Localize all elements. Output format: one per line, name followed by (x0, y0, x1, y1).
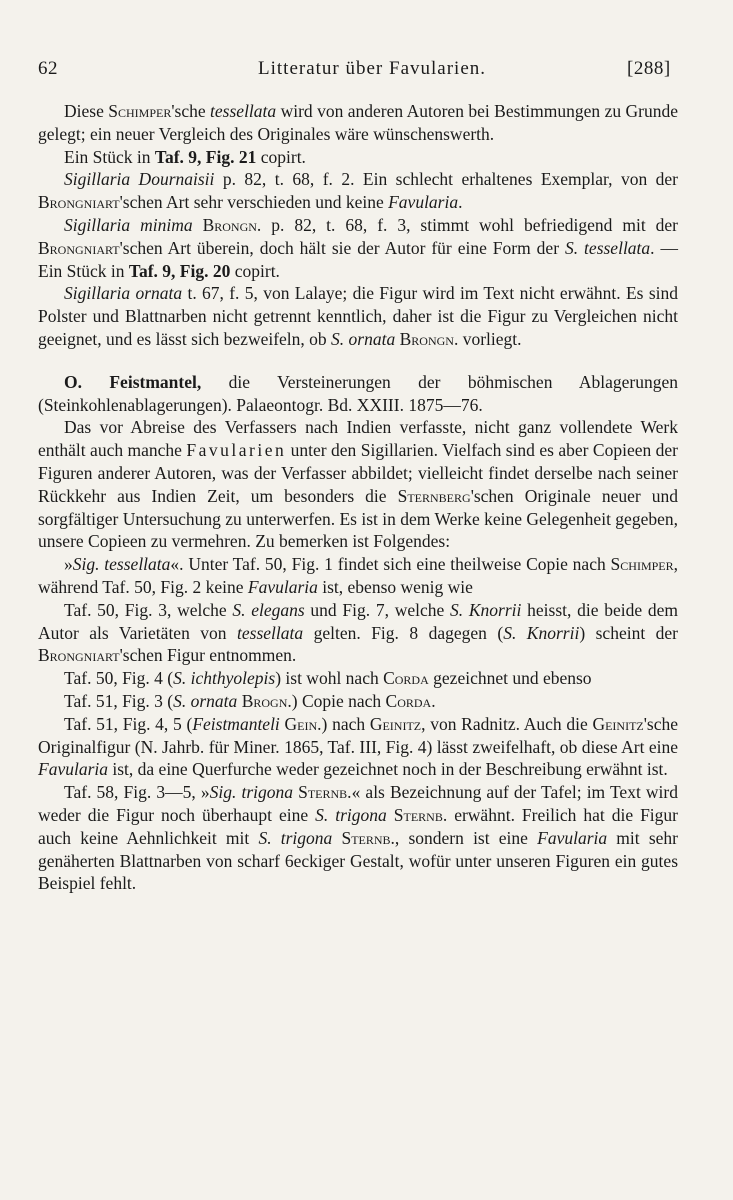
small-caps-text: Brongn. (399, 328, 459, 349)
text-run: und Fig. 7, welche (304, 599, 451, 620)
italic-text: S. trigona (315, 804, 387, 825)
paragraph (38, 690, 678, 713)
text-run: « als Bezeichnung auf der Tafel; im Text wird weder die Figur noch überhaupt eine (38, 782, 678, 825)
paragraph (38, 214, 678, 282)
italic-text: S. ichthyolepis (173, 668, 276, 689)
small-caps-text: Brongniart (38, 645, 120, 666)
small-caps-text: Gein. (284, 713, 322, 734)
text-run: ist, ebenso wenig wie (317, 576, 473, 597)
text-run: » (64, 554, 73, 575)
italic-text: Sig. tessellata (72, 554, 171, 575)
text-run: 'schen Originale neuer und sorgfältiger Untersuchung zu unterwerfen. Es ist in dem Werke keine Gelegenheit gegeben, unsere Copieen zu vermehren. Zu bemerken ist Folgendes: (38, 485, 678, 552)
text-run: Taf. 58, Fig. 3—5, » (64, 782, 210, 803)
text-run: vorliegt. (458, 328, 522, 349)
italic-text: Favularia (388, 192, 459, 213)
text-run: Taf. 51, Fig. 4, 5 ( (64, 713, 193, 734)
paragraph (38, 282, 678, 350)
small-caps-text: Corda (385, 690, 432, 711)
italic-text: Sigillaria minima (64, 214, 193, 235)
small-caps-text: Schimper (108, 101, 172, 121)
text-run: 'schen Art überein, doch hält sie der Autor für eine Form der (119, 237, 565, 258)
italic-text: Sigillaria Dournaisii (64, 169, 215, 190)
small-caps-text: Corda (383, 668, 429, 689)
italic-text: Favularia (537, 827, 608, 848)
running-title: Litteratur über Favularien. (258, 58, 487, 79)
small-caps-text: Geinitz (369, 713, 422, 734)
small-caps-text: Geinitz (592, 713, 644, 734)
small-caps-text: Brongniart (38, 192, 120, 213)
italic-text: Sig. trigona (209, 782, 293, 803)
text-run: Taf. 50, Fig. 4 ( (64, 668, 174, 689)
paragraph (38, 100, 678, 146)
bold-text: Taf. 9, Fig. 20 (128, 260, 231, 281)
text-run: . (458, 192, 463, 213)
small-caps-text: Sternberg (397, 485, 471, 506)
text-run: Das vor Abreise des Verfassers nach Indien verfasste, nicht ganz vollendete Werk enthält auch manche (38, 417, 678, 461)
italic-text: Feistmanteli (192, 713, 280, 734)
text-run: p. 82, t. 68, f. 2. Ein schlecht erhaltenes Exemplar, von der (214, 169, 678, 190)
page-body (38, 100, 678, 895)
text-run: , von Radnitz. Auch die (421, 713, 593, 734)
text-run (387, 805, 394, 825)
italic-text: S. Knorrii (503, 622, 580, 643)
text-run: t. 67, f. 5, von Lalaye; die Figur wird im Text nicht erwähnt. Es sind Polster und Blattnarben nicht getrennt kenntlich, daher ist die Figur zu Vergleichen nicht geeignet, und es lässt sich bezweifeln, ob (38, 283, 678, 349)
small-caps-text: Schimper (610, 554, 674, 575)
text-run: p. 82, t. 68, f. 3, stimmt wohl befriedigend mit der (261, 214, 679, 235)
text-run: Diese (64, 101, 109, 121)
text-run: unter den Sigillarien. Vielfach sind es aber Copieen der Figuren anderer Autoren, was der Verfasser abbildet; vielleicht findet derselbe nach seiner Rückkehr aus Indien Zeit, um besonders die (38, 440, 679, 506)
italic-text: S. trigona (258, 827, 333, 848)
text-run: copirt. (256, 146, 306, 167)
italic-text: S. ornata (173, 690, 238, 711)
paragraph (38, 553, 678, 599)
spaced-text: Favularien (186, 440, 287, 461)
text-run: 'sche Originalfigur (N. Jahrb. für Miner. 1865, Taf. III, Fig. 4) lässt zweifelhaft, ob diese Art eine (38, 713, 678, 757)
text-run: 'sche (171, 101, 211, 121)
text-run: . — Ein Stück in (38, 237, 678, 281)
small-caps-text: Sternb. (341, 827, 395, 848)
text-run: ) scheint der (579, 622, 679, 643)
text-run: 'schen Figur entnommen. (119, 645, 297, 666)
italic-text: Sigillaria ornata (64, 283, 183, 304)
text-run: die Versteinerungen der böhmischen Ablagerungen (Steinkohlenablagerungen). Palaeontogr. Bd. XXIII. 1875—76. (38, 371, 678, 415)
bold-text: O. Feistmantel, (64, 371, 202, 392)
italic-text: S. Knorrii (450, 599, 522, 620)
italic-text: S. tessellata (564, 237, 651, 258)
italic-text: S. ornata (331, 328, 396, 349)
italic-text: S. elegans (232, 599, 305, 620)
page-number: 62 (38, 58, 58, 79)
section-gap (38, 351, 678, 371)
text-run: Ein Stück in (64, 146, 155, 167)
small-caps-text: Brongniart (38, 237, 120, 258)
paragraph (38, 146, 678, 169)
original-page-ref: [288] (627, 58, 671, 79)
text-run: ) ist wohl nach (275, 668, 384, 689)
text-run: Taf. 51, Fig. 3 ( (64, 690, 174, 711)
italic-text: Favularia (247, 576, 318, 597)
italic-text: tessellata (210, 101, 277, 121)
text-run: , sondern ist eine (394, 827, 538, 848)
paragraph (38, 168, 678, 214)
text-run: copirt. (230, 260, 280, 281)
text-run: gelten. Fig. 8 dagegen ( (303, 622, 504, 643)
text-run: gezeichnet und ebenso (428, 668, 592, 689)
small-caps-text: Brongn. (202, 214, 262, 235)
text-run: ) nach (321, 713, 370, 734)
small-caps-text: Sternb. (298, 782, 352, 803)
text-run: mit sehr genäherten Blattnarben von scharf 6eckiger Gestalt, wofür unter unseren Figuren ein gutes Beispiel fehlt. (38, 827, 678, 894)
paragraph (38, 599, 678, 667)
text-run: 'schen Art sehr verschieden und keine (119, 192, 389, 213)
text-run: . (431, 690, 436, 711)
paragraph (38, 416, 678, 553)
text-run (193, 215, 203, 235)
paragraph (38, 713, 678, 781)
text-run: , während Taf. 50, Fig. 2 keine (38, 554, 678, 597)
text-run: erwähnt. Freilich hat die Figur auch keine Aehnlichkeit mit (38, 804, 678, 848)
bold-text: Taf. 9, Fig. 21 (154, 146, 257, 167)
italic-text: Favularia (38, 759, 108, 780)
text-run: Taf. 50, Fig. 3, welche (64, 599, 233, 620)
text-run: ) Copie nach (291, 690, 386, 711)
italic-text: tessellata (237, 622, 304, 643)
text-run: heisst, die beide dem Autor als Varietäten von (38, 599, 678, 643)
small-caps-text: Sternb. (393, 804, 448, 825)
text-run: wird von anderen Autoren bei Bestimmungen zu Grunde gelegt; ein neuer Vergleich des Originales wäre wünschenswerth. (38, 101, 679, 144)
text-run: «. Unter Taf. 50, Fig. 1 findet sich eine theilweise Copie nach (170, 554, 611, 575)
text-run: ist, da eine Querfurche weder gezeichnet noch in der Beschreibung erwähnt ist. (108, 759, 668, 780)
paragraph (38, 667, 678, 690)
paragraph (38, 781, 678, 895)
small-caps-text: Brogn. (241, 690, 292, 711)
reference-heading (38, 371, 678, 417)
